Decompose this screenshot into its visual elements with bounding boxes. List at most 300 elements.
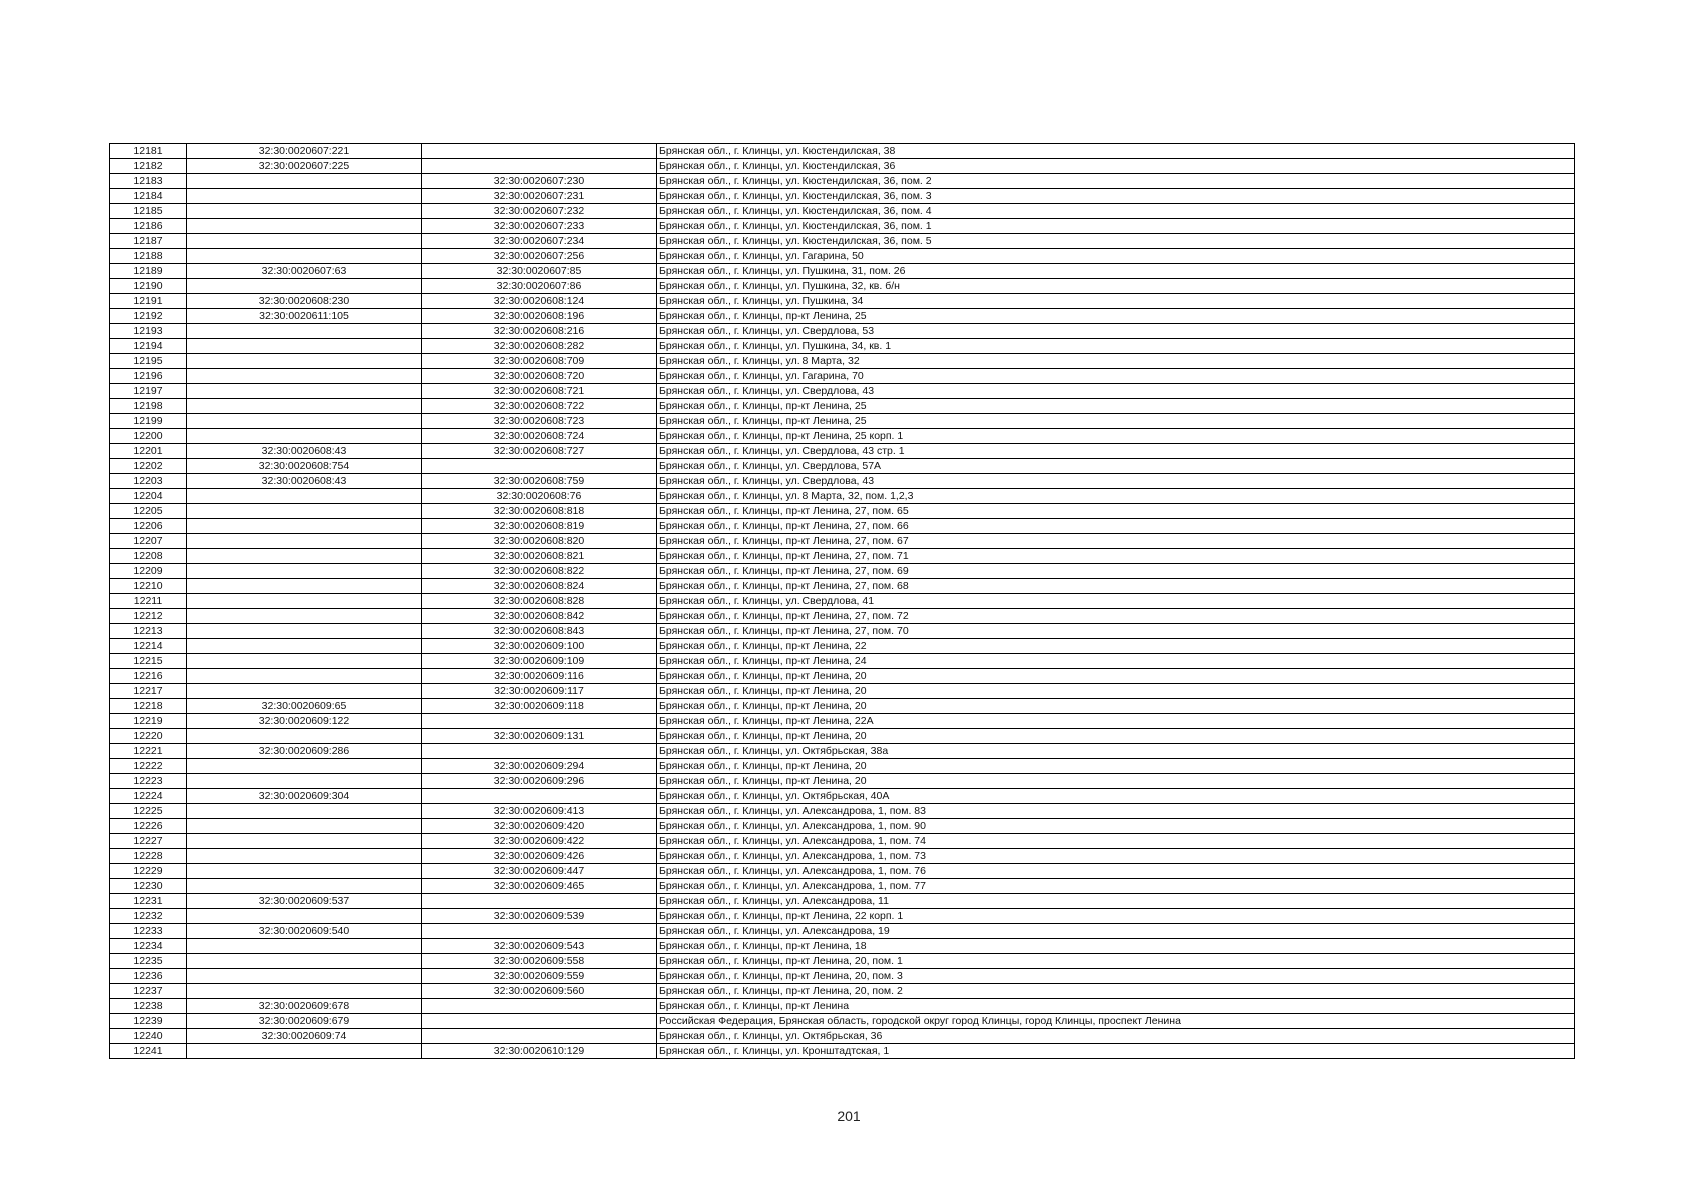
cadastral-number-cell: 32:30:0020609:122 [187,714,422,729]
row-number-cell: 12183 [110,174,187,189]
address-cell: Брянская обл., г. Клинцы, ул. Александрова, 1, пом. 74 [657,834,1575,849]
row-number-cell: 12196 [110,369,187,384]
cadastral-number-cell: 32:30:0020609:678 [187,999,422,1014]
address-cell: Брянская обл., г. Клинцы, ул. Октябрьская, 36 [657,1029,1575,1044]
table-row [110,219,1575,234]
table-row [110,354,1575,369]
cadastral-number-cell [187,189,422,204]
table-row [110,249,1575,264]
address-cell: Брянская обл., г. Клинцы, пр-кт Ленина, 25 [657,309,1575,324]
related-cadastral-number-cell: 32:30:0020609:539 [422,909,657,924]
address-cell: Брянская обл., г. Клинцы, ул. Александрова, 19 [657,924,1575,939]
related-cadastral-number-cell: 32:30:0020609:426 [422,849,657,864]
address-cell: Брянская обл., г. Клинцы, ул. Гагарина, 70 [657,369,1575,384]
cadastral-number-cell [187,639,422,654]
row-number-cell: 12237 [110,984,187,999]
table-row [110,894,1575,909]
related-cadastral-number-cell: 32:30:0020607:230 [422,174,657,189]
address-cell: Брянская обл., г. Клинцы, пр-кт Ленина, 22 корп. 1 [657,909,1575,924]
table-row [110,849,1575,864]
row-number-cell: 12213 [110,624,187,639]
address-cell: Брянская обл., г. Клинцы, ул. Кюстендилская, 36, пом. 1 [657,219,1575,234]
table-row [110,594,1575,609]
cadastral-number-cell [187,819,422,834]
related-cadastral-number-cell: 32:30:0020608:824 [422,579,657,594]
related-cadastral-number-cell: 32:30:0020608:759 [422,474,657,489]
row-number-cell: 12189 [110,264,187,279]
address-cell: Брянская обл., г. Клинцы, пр-кт Ленина, 27, пом. 68 [657,579,1575,594]
related-cadastral-number-cell: 32:30:0020609:116 [422,669,657,684]
cadastral-number-cell [187,879,422,894]
row-number-cell: 12211 [110,594,187,609]
table-row [110,744,1575,759]
table-row [110,1044,1575,1059]
row-number-cell: 12203 [110,474,187,489]
related-cadastral-number-cell: 32:30:0020608:822 [422,564,657,579]
row-number-cell: 12192 [110,309,187,324]
row-number-cell: 12207 [110,534,187,549]
row-number-cell: 12224 [110,789,187,804]
table-row [110,384,1575,399]
related-cadastral-number-cell: 32:30:0020608:724 [422,429,657,444]
table-row [110,609,1575,624]
table-row [110,1029,1575,1044]
cadastral-number-cell [187,849,422,864]
table-row [110,399,1575,414]
related-cadastral-number-cell: 32:30:0020608:282 [422,339,657,354]
address-cell: Брянская обл., г. Клинцы, ул. Александрова, 1, пом. 83 [657,804,1575,819]
related-cadastral-number-cell [422,924,657,939]
address-cell: Брянская обл., г. Клинцы, пр-кт Ленина, 25 [657,399,1575,414]
table-row [110,534,1575,549]
table-row [110,789,1575,804]
related-cadastral-number-cell: 32:30:0020607:256 [422,249,657,264]
table-row [110,549,1575,564]
cadastral-number-cell: 32:30:0020609:286 [187,744,422,759]
cadastral-number-cell [187,279,422,294]
cadastral-number-cell: 32:30:0020608:230 [187,294,422,309]
address-cell: Брянская обл., г. Клинцы, пр-кт Ленина, 20 [657,669,1575,684]
row-number-cell: 12241 [110,1044,187,1059]
table-row [110,714,1575,729]
cadastral-number-cell: 32:30:0020608:43 [187,444,422,459]
cadastral-number-cell [187,384,422,399]
related-cadastral-number-cell: 32:30:0020607:231 [422,189,657,204]
related-cadastral-number-cell [422,894,657,909]
row-number-cell: 12199 [110,414,187,429]
cadastral-number-cell [187,939,422,954]
related-cadastral-number-cell [422,744,657,759]
address-cell: Брянская обл., г. Клинцы, ул. Свердлова, 57А [657,459,1575,474]
cadastral-number-cell [187,564,422,579]
address-cell: Брянская обл., г. Клинцы, ул. Пушкина, 34 [657,294,1575,309]
registry-table [109,143,1575,1059]
row-number-cell: 12219 [110,714,187,729]
row-number-cell: 12191 [110,294,187,309]
cadastral-number-cell [187,399,422,414]
row-number-cell: 12215 [110,654,187,669]
related-cadastral-number-cell: 32:30:0020608:722 [422,399,657,414]
address-cell: Брянская обл., г. Клинцы, пр-кт Ленина, 27, пом. 72 [657,609,1575,624]
row-number-cell: 12184 [110,189,187,204]
table-row [110,414,1575,429]
address-cell: Брянская обл., г. Клинцы, пр-кт Ленина, 27, пом. 70 [657,624,1575,639]
cadastral-number-cell [187,654,422,669]
table-row [110,924,1575,939]
registry-table-container [109,143,1574,1059]
address-cell: Брянская обл., г. Клинцы, пр-кт Ленина, 27, пом. 69 [657,564,1575,579]
related-cadastral-number-cell: 32:30:0020609:447 [422,864,657,879]
cadastral-number-cell: 32:30:0020609:65 [187,699,422,714]
cadastral-number-cell: 32:30:0020609:540 [187,924,422,939]
row-number-cell: 12182 [110,159,187,174]
related-cadastral-number-cell: 32:30:0020609:559 [422,969,657,984]
cadastral-number-cell: 32:30:0020609:537 [187,894,422,909]
address-cell: Брянская обл., г. Клинцы, ул. Александрова, 1, пом. 90 [657,819,1575,834]
registry-table-body [110,144,1575,1059]
address-cell: Брянская обл., г. Клинцы, ул. Кюстендилская, 36, пом. 5 [657,234,1575,249]
related-cadastral-number-cell: 32:30:0020607:86 [422,279,657,294]
table-row [110,474,1575,489]
cadastral-number-cell [187,774,422,789]
table-row [110,654,1575,669]
related-cadastral-number-cell: 32:30:0020608:843 [422,624,657,639]
related-cadastral-number-cell [422,714,657,729]
related-cadastral-number-cell [422,1029,657,1044]
related-cadastral-number-cell: 32:30:0020609:118 [422,699,657,714]
address-cell: Брянская обл., г. Клинцы, ул. Кюстендилская, 38 [657,144,1575,159]
address-cell: Брянская обл., г. Клинцы, пр-кт Ленина [657,999,1575,1014]
related-cadastral-number-cell: 32:30:0020607:234 [422,234,657,249]
related-cadastral-number-cell: 32:30:0020608:709 [422,354,657,369]
related-cadastral-number-cell: 32:30:0020609:100 [422,639,657,654]
cadastral-number-cell [187,969,422,984]
address-cell: Брянская обл., г. Клинцы, пр-кт Ленина, 25 корп. 1 [657,429,1575,444]
cadastral-number-cell [187,669,422,684]
table-row [110,864,1575,879]
address-cell: Брянская обл., г. Клинцы, ул. Александрова, 1, пом. 73 [657,849,1575,864]
address-cell: Брянская обл., г. Клинцы, пр-кт Ленина, 27, пом. 67 [657,534,1575,549]
cadastral-number-cell [187,864,422,879]
address-cell: Брянская обл., г. Клинцы, ул. Кюстендилская, 36, пом. 4 [657,204,1575,219]
address-cell: Брянская обл., г. Клинцы, ул. Пушкина, 34, кв. 1 [657,339,1575,354]
row-number-cell: 12222 [110,759,187,774]
related-cadastral-number-cell: 32:30:0020608:196 [422,309,657,324]
cadastral-number-cell [187,909,422,924]
cadastral-number-cell [187,579,422,594]
cadastral-number-cell [187,369,422,384]
cadastral-number-cell [187,1044,422,1059]
cadastral-number-cell: 32:30:0020608:43 [187,474,422,489]
row-number-cell: 12208 [110,549,187,564]
row-number-cell: 12210 [110,579,187,594]
address-cell: Брянская обл., г. Клинцы, пр-кт Ленина, 20 [657,774,1575,789]
table-row [110,429,1575,444]
table-row [110,309,1575,324]
address-cell: Брянская обл., г. Клинцы, пр-кт Ленина, 20 [657,729,1575,744]
cadastral-number-cell [187,534,422,549]
address-cell: Брянская обл., г. Клинцы, ул. Свердлова, 53 [657,324,1575,339]
row-number-cell: 12227 [110,834,187,849]
table-row [110,489,1575,504]
cadastral-number-cell [187,489,422,504]
related-cadastral-number-cell: 32:30:0020608:842 [422,609,657,624]
address-cell: Брянская обл., г. Клинцы, пр-кт Ленина, 25 [657,414,1575,429]
table-row [110,774,1575,789]
row-number-cell: 12194 [110,339,187,354]
row-number-cell: 12201 [110,444,187,459]
address-cell: Брянская обл., г. Клинцы, пр-кт Ленина, 20 [657,684,1575,699]
cadastral-number-cell: 32:30:0020611:105 [187,309,422,324]
table-row [110,264,1575,279]
table-row [110,504,1575,519]
address-cell: Брянская обл., г. Клинцы, ул. Кюстендилская, 36 [657,159,1575,174]
related-cadastral-number-cell: 32:30:0020609:131 [422,729,657,744]
table-row [110,819,1575,834]
row-number-cell: 12225 [110,804,187,819]
cadastral-number-cell [187,414,422,429]
related-cadastral-number-cell: 32:30:0020608:721 [422,384,657,399]
address-cell: Брянская обл., г. Клинцы, ул. Кронштадтская, 1 [657,1044,1575,1059]
address-cell: Брянская обл., г. Клинцы, пр-кт Ленина, 20 [657,759,1575,774]
address-cell: Брянская обл., г. Клинцы, пр-кт Ленина, 20, пом. 3 [657,969,1575,984]
table-row [110,144,1575,159]
address-cell: Брянская обл., г. Клинцы, пр-кт Ленина, 20 [657,699,1575,714]
row-number-cell: 12200 [110,429,187,444]
row-number-cell: 12218 [110,699,187,714]
table-row [110,909,1575,924]
row-number-cell: 12202 [110,459,187,474]
table-row [110,954,1575,969]
address-cell: Брянская обл., г. Клинцы, пр-кт Ленина, 20, пом. 2 [657,984,1575,999]
address-cell: Брянская обл., г. Клинцы, пр-кт Ленина, 18 [657,939,1575,954]
row-number-cell: 12204 [110,489,187,504]
address-cell: Брянская обл., г. Клинцы, ул. Свердлова, 43 [657,474,1575,489]
related-cadastral-number-cell: 32:30:0020609:422 [422,834,657,849]
table-row [110,204,1575,219]
address-cell: Брянская обл., г. Клинцы, ул. Октябрьская, 40А [657,789,1575,804]
row-number-cell: 12221 [110,744,187,759]
table-row [110,159,1575,174]
table-row [110,294,1575,309]
table-row [110,189,1575,204]
related-cadastral-number-cell [422,159,657,174]
related-cadastral-number-cell [422,144,657,159]
related-cadastral-number-cell: 32:30:0020608:723 [422,414,657,429]
cadastral-number-cell [187,219,422,234]
cadastral-number-cell [187,804,422,819]
row-number-cell: 12238 [110,999,187,1014]
address-cell: Российская Федерация, Брянская область, городской округ город Клинцы, город Клинцы, проспект Ленина [657,1014,1575,1029]
table-row [110,459,1575,474]
cadastral-number-cell [187,624,422,639]
cadastral-number-cell [187,834,422,849]
table-row [110,564,1575,579]
address-cell: Брянская обл., г. Клинцы, ул. 8 Марта, 32, пом. 1,2,3 [657,489,1575,504]
row-number-cell: 12229 [110,864,187,879]
table-row [110,339,1575,354]
related-cadastral-number-cell: 32:30:0020608:76 [422,489,657,504]
table-row [110,519,1575,534]
related-cadastral-number-cell: 32:30:0020607:233 [422,219,657,234]
table-row [110,729,1575,744]
related-cadastral-number-cell: 32:30:0020608:727 [422,444,657,459]
address-cell: Брянская обл., г. Клинцы, ул. Свердлова, 43 [657,384,1575,399]
related-cadastral-number-cell: 32:30:0020608:828 [422,594,657,609]
row-number-cell: 12226 [110,819,187,834]
cadastral-number-cell [187,504,422,519]
related-cadastral-number-cell: 32:30:0020609:558 [422,954,657,969]
page-number: 201 [837,1108,861,1124]
cadastral-number-cell [187,519,422,534]
row-number-cell: 12193 [110,324,187,339]
cadastral-number-cell: 32:30:0020607:221 [187,144,422,159]
related-cadastral-number-cell: 32:30:0020609:560 [422,984,657,999]
table-row [110,579,1575,594]
related-cadastral-number-cell [422,789,657,804]
cadastral-number-cell: 32:30:0020607:63 [187,264,422,279]
related-cadastral-number-cell [422,1014,657,1029]
row-number-cell: 12239 [110,1014,187,1029]
related-cadastral-number-cell: 32:30:0020607:85 [422,264,657,279]
row-number-cell: 12216 [110,669,187,684]
address-cell: Брянская обл., г. Клинцы, ул. Октябрьская, 38а [657,744,1575,759]
cadastral-number-cell: 32:30:0020609:74 [187,1029,422,1044]
row-number-cell: 12228 [110,849,187,864]
related-cadastral-number-cell [422,999,657,1014]
table-row [110,699,1575,714]
row-number-cell: 12198 [110,399,187,414]
row-number-cell: 12205 [110,504,187,519]
cadastral-number-cell [187,954,422,969]
table-row [110,834,1575,849]
related-cadastral-number-cell [422,459,657,474]
address-cell: Брянская обл., г. Клинцы, пр-кт Ленина, 22 [657,639,1575,654]
table-row [110,174,1575,189]
table-row [110,624,1575,639]
related-cadastral-number-cell: 32:30:0020609:296 [422,774,657,789]
cadastral-number-cell [187,174,422,189]
table-row [110,444,1575,459]
row-number-cell: 12231 [110,894,187,909]
address-cell: Брянская обл., г. Клинцы, ул. 8 Марта, 32 [657,354,1575,369]
table-row [110,939,1575,954]
table-row [110,879,1575,894]
address-cell: Брянская обл., г. Клинцы, пр-кт Ленина, 20, пом. 1 [657,954,1575,969]
row-number-cell: 12230 [110,879,187,894]
address-cell: Брянская обл., г. Клинцы, ул. Свердлова, 43 стр. 1 [657,444,1575,459]
cadastral-number-cell [187,594,422,609]
cadastral-number-cell [187,339,422,354]
cadastral-number-cell [187,324,422,339]
related-cadastral-number-cell: 32:30:0020609:294 [422,759,657,774]
address-cell: Брянская обл., г. Клинцы, пр-кт Ленина, 27, пом. 71 [657,549,1575,564]
address-cell: Брянская обл., г. Клинцы, ул. Александрова, 11 [657,894,1575,909]
address-cell: Брянская обл., г. Клинцы, ул. Гагарина, 50 [657,249,1575,264]
related-cadastral-number-cell: 32:30:0020608:821 [422,549,657,564]
related-cadastral-number-cell: 32:30:0020609:117 [422,684,657,699]
address-cell: Брянская обл., г. Клинцы, пр-кт Ленина, 27, пом. 65 [657,504,1575,519]
row-number-cell: 12212 [110,609,187,624]
related-cadastral-number-cell: 32:30:0020608:820 [422,534,657,549]
table-row [110,804,1575,819]
table-row [110,684,1575,699]
related-cadastral-number-cell: 32:30:0020607:232 [422,204,657,219]
table-row [110,324,1575,339]
row-number-cell: 12186 [110,219,187,234]
table-row [110,759,1575,774]
cadastral-number-cell: 32:30:0020609:679 [187,1014,422,1029]
table-row [110,369,1575,384]
address-cell: Брянская обл., г. Клинцы, ул. Кюстендилская, 36, пом. 2 [657,174,1575,189]
address-cell: Брянская обл., г. Клинцы, ул. Пушкина, 32, кв. б/н [657,279,1575,294]
row-number-cell: 12195 [110,354,187,369]
row-number-cell: 12214 [110,639,187,654]
related-cadastral-number-cell: 32:30:0020608:819 [422,519,657,534]
row-number-cell: 12181 [110,144,187,159]
cadastral-number-cell [187,354,422,369]
related-cadastral-number-cell: 32:30:0020609:543 [422,939,657,954]
address-cell: Брянская обл., г. Клинцы, пр-кт Ленина, 27, пом. 66 [657,519,1575,534]
table-row [110,234,1575,249]
row-number-cell: 12236 [110,969,187,984]
cadastral-number-cell: 32:30:0020607:225 [187,159,422,174]
address-cell: Брянская обл., г. Клинцы, ул. Свердлова, 41 [657,594,1575,609]
cadastral-number-cell [187,204,422,219]
address-cell: Брянская обл., г. Клинцы, ул. Александрова, 1, пом. 76 [657,864,1575,879]
cadastral-number-cell: 32:30:0020609:304 [187,789,422,804]
row-number-cell: 12206 [110,519,187,534]
table-row [110,999,1575,1014]
row-number-cell: 12234 [110,939,187,954]
cadastral-number-cell [187,759,422,774]
row-number-cell: 12223 [110,774,187,789]
cadastral-number-cell: 32:30:0020608:754 [187,459,422,474]
row-number-cell: 12217 [110,684,187,699]
related-cadastral-number-cell: 32:30:0020609:109 [422,654,657,669]
table-row [110,969,1575,984]
row-number-cell: 12233 [110,924,187,939]
address-cell: Брянская обл., г. Клинцы, ул. Кюстендилская, 36, пом. 3 [657,189,1575,204]
related-cadastral-number-cell: 32:30:0020608:818 [422,504,657,519]
row-number-cell: 12240 [110,1029,187,1044]
table-row [110,984,1575,999]
cadastral-number-cell [187,684,422,699]
table-row [110,669,1575,684]
related-cadastral-number-cell: 32:30:0020608:216 [422,324,657,339]
cadastral-number-cell [187,234,422,249]
cadastral-number-cell [187,249,422,264]
related-cadastral-number-cell: 32:30:0020609:420 [422,819,657,834]
related-cadastral-number-cell: 32:30:0020609:413 [422,804,657,819]
table-row [110,279,1575,294]
related-cadastral-number-cell: 32:30:0020609:465 [422,879,657,894]
table-row [110,1014,1575,1029]
related-cadastral-number-cell: 32:30:0020608:720 [422,369,657,384]
row-number-cell: 12188 [110,249,187,264]
address-cell: Брянская обл., г. Клинцы, ул. Александрова, 1, пом. 77 [657,879,1575,894]
address-cell: Брянская обл., г. Клинцы, пр-кт Ленина, 22А [657,714,1575,729]
row-number-cell: 12185 [110,204,187,219]
table-row [110,639,1575,654]
row-number-cell: 12190 [110,279,187,294]
cadastral-number-cell [187,729,422,744]
row-number-cell: 12187 [110,234,187,249]
row-number-cell: 12220 [110,729,187,744]
cadastral-number-cell [187,549,422,564]
row-number-cell: 12197 [110,384,187,399]
cadastral-number-cell [187,429,422,444]
